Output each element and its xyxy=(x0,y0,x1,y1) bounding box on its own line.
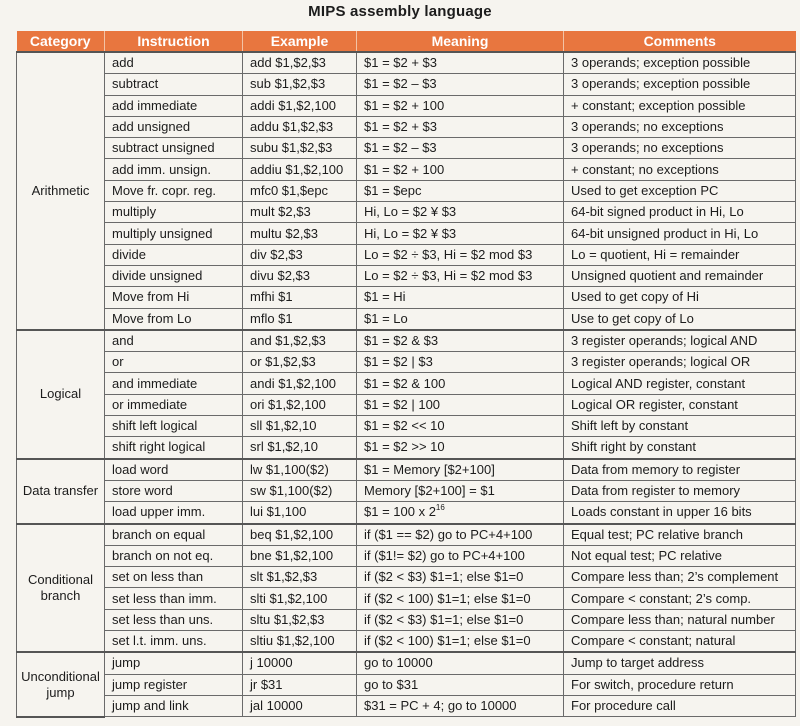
instruction-cell: divide xyxy=(105,244,243,265)
comment-cell: Not equal test; PC relative xyxy=(564,545,796,566)
table-row xyxy=(17,330,796,352)
category-cell: Logical xyxy=(17,330,105,459)
example-cell: ori $1,$2,100 xyxy=(243,394,357,415)
instruction-cell: set on less than xyxy=(105,567,243,588)
example-cell: divu $2,$3 xyxy=(243,265,357,286)
header-comments: Comments xyxy=(564,31,796,52)
example-cell: bne $1,$2,100 xyxy=(243,545,357,566)
table-row xyxy=(17,308,796,330)
meaning-cell: if ($2 < 100) $1=1; else $1=0 xyxy=(357,631,564,653)
instruction-cell: Move fr. copr. reg. xyxy=(105,180,243,201)
comment-cell: Compare less than; 2’s complement xyxy=(564,567,796,588)
example-cell: jal 10000 xyxy=(243,695,357,716)
comment-cell: + constant; no exceptions xyxy=(564,159,796,180)
instruction-cell: set less than uns. xyxy=(105,609,243,630)
meaning-cell: $1 = $2 | 100 xyxy=(357,394,564,415)
example-cell: srl $1,$2,10 xyxy=(243,437,357,459)
comment-cell: Shift left by constant xyxy=(564,416,796,437)
meaning-cell: $1 = $epc xyxy=(357,180,564,201)
comment-cell: 3 operands; exception possible xyxy=(564,52,796,74)
instruction-cell: jump xyxy=(105,652,243,674)
comment-cell: Used to get exception PC xyxy=(564,180,796,201)
comment-cell: + constant; exception possible xyxy=(564,95,796,116)
category-cell: Data transfer xyxy=(17,459,105,524)
table-row xyxy=(17,459,796,481)
example-cell: lui $1,100 xyxy=(243,502,357,524)
header-example: Example xyxy=(243,31,357,52)
comment-cell: 3 operands; no exceptions xyxy=(564,116,796,137)
instruction-cell: jump register xyxy=(105,674,243,695)
instruction-cell: load upper imm. xyxy=(105,502,243,524)
instruction-cell: Move from Lo xyxy=(105,308,243,330)
header-instruction: Instruction xyxy=(105,31,243,52)
comment-cell: For switch, procedure return xyxy=(564,674,796,695)
example-cell: mult $2,$3 xyxy=(243,202,357,223)
example-cell: andi $1,$2,100 xyxy=(243,373,357,394)
table-row xyxy=(17,287,796,308)
comment-cell: 3 register operands; logical OR xyxy=(564,352,796,373)
table-row xyxy=(17,588,796,609)
meaning-cell: $1 = $2 | $3 xyxy=(357,352,564,373)
table-row xyxy=(17,352,796,373)
example-cell: sltiu $1,$2,100 xyxy=(243,631,357,653)
example-cell: add $1,$2,$3 xyxy=(243,52,357,74)
instruction-cell: multiply xyxy=(105,202,243,223)
example-cell: addu $1,$2,$3 xyxy=(243,116,357,137)
comment-cell: Data from register to memory xyxy=(564,480,796,501)
comment-cell: Shift right by constant xyxy=(564,437,796,459)
instruction-cell: subtract xyxy=(105,74,243,95)
instruction-cell: add xyxy=(105,52,243,74)
comment-cell: Compare < constant; 2’s comp. xyxy=(564,588,796,609)
meaning-cell: $1 = $2 << 10 xyxy=(357,416,564,437)
table-row xyxy=(17,95,796,116)
comment-cell: Lo = quotient, Hi = remainder xyxy=(564,244,796,265)
meaning-cell: $1 = $2 >> 10 xyxy=(357,437,564,459)
comment-cell: Unsigned quotient and remainder xyxy=(564,265,796,286)
instruction-cell: add imm. unsign. xyxy=(105,159,243,180)
comment-cell: Compare < constant; natural xyxy=(564,631,796,653)
table-row xyxy=(17,74,796,95)
table-row xyxy=(17,524,796,546)
meaning-cell: $1 = Hi xyxy=(357,287,564,308)
meaning-cell: $1 = $2 – $3 xyxy=(357,138,564,159)
table-row xyxy=(17,138,796,159)
meaning-cell: $1 = $2 + $3 xyxy=(357,116,564,137)
table-row xyxy=(17,116,796,137)
example-cell: div $2,$3 xyxy=(243,244,357,265)
meaning-cell: if ($1 == $2) go to PC+4+100 xyxy=(357,524,564,546)
example-cell: j 10000 xyxy=(243,652,357,674)
instruction-cell: multiply unsigned xyxy=(105,223,243,244)
instruction-cell: add immediate xyxy=(105,95,243,116)
table-row xyxy=(17,180,796,201)
table-row xyxy=(17,502,796,524)
example-cell: sll $1,$2,10 xyxy=(243,416,357,437)
lui-meaning-text: $1 = 100 x 2 xyxy=(364,504,436,520)
category-cell: Conditional branch xyxy=(17,524,105,653)
comment-cell: Loads constant in upper 16 bits xyxy=(564,502,796,524)
meaning-cell: $31 = PC + 4; go to 10000 xyxy=(357,695,564,716)
instruction-cell: jump and link xyxy=(105,695,243,716)
example-cell: or $1,$2,$3 xyxy=(243,352,357,373)
meaning-cell: $1 = $2 + 100 xyxy=(357,159,564,180)
table-row xyxy=(17,567,796,588)
example-cell: mflo $1 xyxy=(243,308,357,330)
comment-cell: Compare less than; natural number xyxy=(564,609,796,630)
meaning-cell: $1 = $2 & 100 xyxy=(357,373,564,394)
example-cell: mfc0 $1,$epc xyxy=(243,180,357,201)
example-cell: lw $1,100($2) xyxy=(243,459,357,481)
meaning-cell: Hi, Lo = $2 ¥ $3 xyxy=(357,202,564,223)
comment-cell: For procedure call xyxy=(564,695,796,716)
table-row xyxy=(17,265,796,286)
table-row xyxy=(17,416,796,437)
meaning-cell: $1 = Memory [$2+100] xyxy=(357,459,564,481)
table-row xyxy=(17,373,796,394)
instruction-cell: and xyxy=(105,330,243,352)
example-cell: slt $1,$2,$3 xyxy=(243,567,357,588)
instruction-cell: and immediate xyxy=(105,373,243,394)
example-cell: beq $1,$2,100 xyxy=(243,524,357,546)
header-category: Category xyxy=(17,31,105,52)
table-row xyxy=(17,202,796,223)
comment-cell: 64-bit signed product in Hi, Lo xyxy=(564,202,796,223)
instruction-cell: branch on equal xyxy=(105,524,243,546)
table-row xyxy=(17,609,796,630)
comment-cell: 3 operands; no exceptions xyxy=(564,138,796,159)
example-cell: sltu $1,$2,$3 xyxy=(243,609,357,630)
table-row xyxy=(17,631,796,653)
instruction-cell: branch on not eq. xyxy=(105,545,243,566)
instruction-cell: store word xyxy=(105,480,243,501)
table-row xyxy=(17,159,796,180)
meaning-cell: go to 10000 xyxy=(357,652,564,674)
comment-cell: 3 register operands; logical AND xyxy=(564,330,796,352)
comment-cell: 64-bit unsigned product in Hi, Lo xyxy=(564,223,796,244)
meaning-cell: Lo = $2 ÷ $3, Hi = $2 mod $3 xyxy=(357,265,564,286)
instruction-cell: subtract unsigned xyxy=(105,138,243,159)
comment-cell: Used to get copy of Hi xyxy=(564,287,796,308)
instruction-cell: Move from Hi xyxy=(105,287,243,308)
instruction-cell: set l.t. imm. uns. xyxy=(105,631,243,653)
comment-cell: Logical OR register, constant xyxy=(564,394,796,415)
example-cell: subu $1,$2,$3 xyxy=(243,138,357,159)
instruction-cell: divide unsigned xyxy=(105,265,243,286)
example-cell: multu $2,$3 xyxy=(243,223,357,244)
mips-instruction-table xyxy=(16,31,796,718)
comment-cell: Jump to target address xyxy=(564,652,796,674)
instruction-cell: load word xyxy=(105,459,243,481)
table-row xyxy=(17,695,796,716)
example-cell: and $1,$2,$3 xyxy=(243,330,357,352)
category-cell: Arithmetic xyxy=(17,52,105,330)
meaning-cell: Hi, Lo = $2 ¥ $3 xyxy=(357,223,564,244)
meaning-cell: if ($2 < $3) $1=1; else $1=0 xyxy=(357,567,564,588)
header-row xyxy=(17,31,796,52)
table-row xyxy=(17,652,796,674)
comment-cell: Logical AND register, constant xyxy=(564,373,796,394)
comment-cell: Data from memory to register xyxy=(564,459,796,481)
exponent: 16 xyxy=(435,503,445,513)
table-row xyxy=(17,545,796,566)
example-cell: slti $1,$2,100 xyxy=(243,588,357,609)
table-row xyxy=(17,437,796,459)
instruction-cell: shift left logical xyxy=(105,416,243,437)
comment-cell: Equal test; PC relative branch xyxy=(564,524,796,546)
meaning-cell xyxy=(357,502,564,524)
instruction-cell: or immediate xyxy=(105,394,243,415)
example-cell: jr $31 xyxy=(243,674,357,695)
instruction-cell: or xyxy=(105,352,243,373)
meaning-cell: $1 = $2 & $3 xyxy=(357,330,564,352)
header-meaning: Meaning xyxy=(357,31,564,52)
table-row xyxy=(17,674,796,695)
meaning-cell: Memory [$2+100] = $1 xyxy=(357,480,564,501)
example-cell: mfhi $1 xyxy=(243,287,357,308)
meaning-cell: if ($2 < $3) $1=1; else $1=0 xyxy=(357,609,564,630)
instruction-cell: add unsigned xyxy=(105,116,243,137)
table-row xyxy=(17,244,796,265)
meaning-cell: go to $31 xyxy=(357,674,564,695)
category-cell: Unconditional jump xyxy=(17,652,105,716)
table-row xyxy=(17,52,796,74)
comment-cell: Use to get copy of Lo xyxy=(564,308,796,330)
meaning-cell: $1 = Lo xyxy=(357,308,564,330)
table-body xyxy=(17,52,796,717)
table-row xyxy=(17,223,796,244)
comment-cell: 3 operands; exception possible xyxy=(564,74,796,95)
meaning-cell: Lo = $2 ÷ $3, Hi = $2 mod $3 xyxy=(357,244,564,265)
example-cell: addi $1,$2,100 xyxy=(243,95,357,116)
meaning-cell: $1 = $2 + 100 xyxy=(357,95,564,116)
meaning-cell: $1 = $2 – $3 xyxy=(357,74,564,95)
meaning-cell: if ($2 < 100) $1=1; else $1=0 xyxy=(357,588,564,609)
page-title: MIPS assembly language xyxy=(308,3,492,20)
table-row xyxy=(17,394,796,415)
table-row xyxy=(17,480,796,501)
instruction-cell: set less than imm. xyxy=(105,588,243,609)
meaning-cell: if ($1!= $2) go to PC+4+100 xyxy=(357,545,564,566)
example-cell: sub $1,$2,$3 xyxy=(243,74,357,95)
example-cell: sw $1,100($2) xyxy=(243,480,357,501)
meaning-cell: $1 = $2 + $3 xyxy=(357,52,564,74)
instruction-cell: shift right logical xyxy=(105,437,243,459)
example-cell: addiu $1,$2,100 xyxy=(243,159,357,180)
